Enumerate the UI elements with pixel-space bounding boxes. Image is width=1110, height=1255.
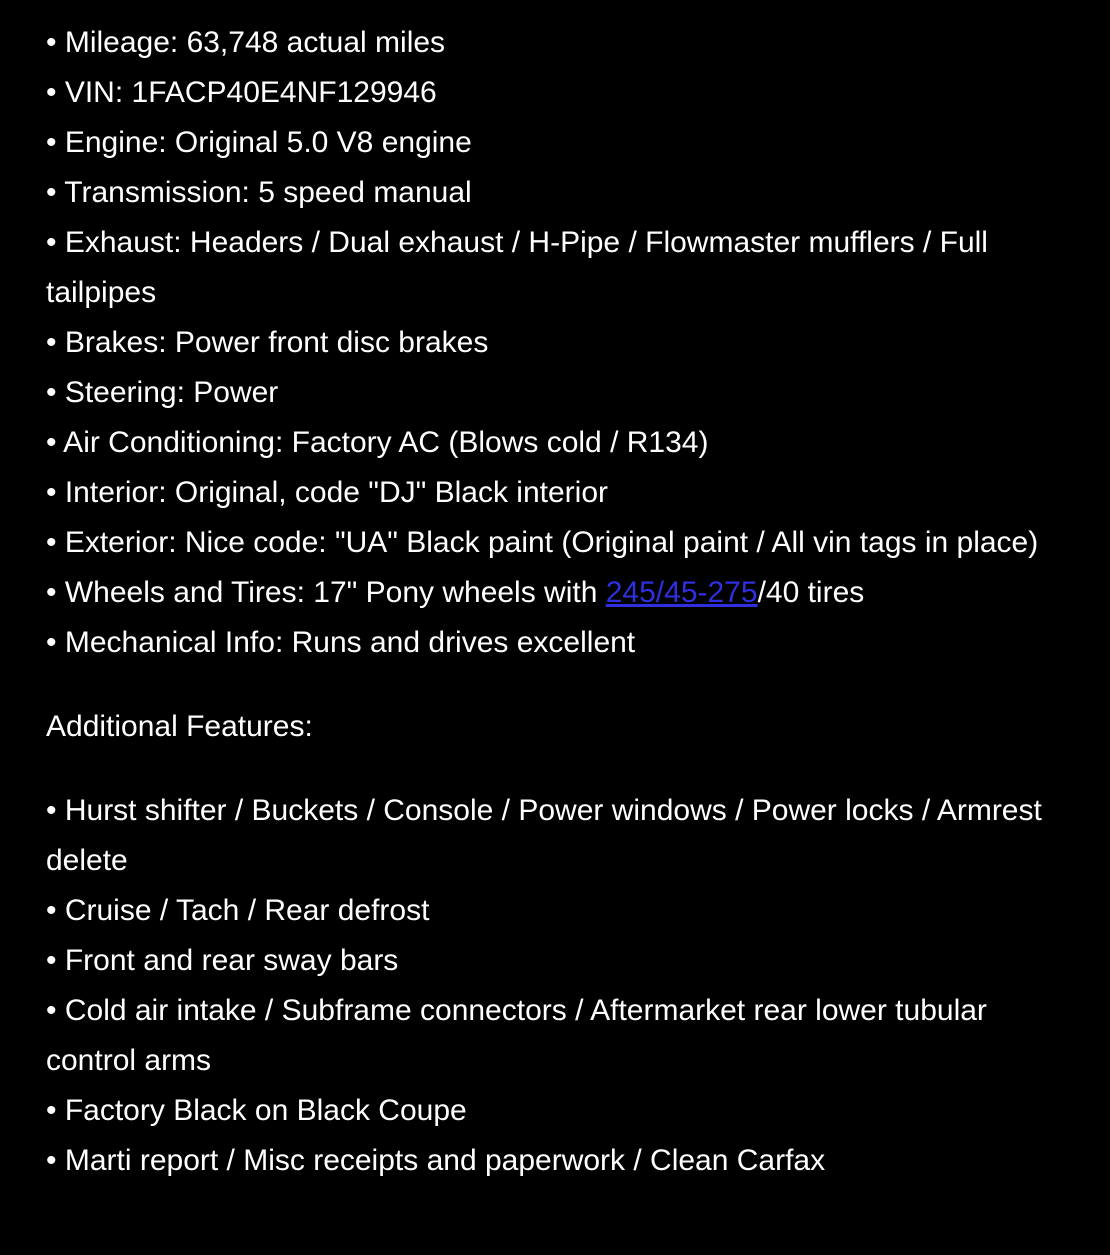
- spec-list: [46, 18, 1076, 668]
- spec-item-mechanical: • Mechanical Info: Runs and drives excellent: [46, 626, 636, 659]
- spec-item-exterior: • Exterior: Nice code: "UA" Black paint (Original paint / All vin tags in place): [46, 526, 1039, 559]
- feature-item: • Hurst shifter / Buckets / Console / Power windows / Power locks / Armrest delete: [46, 794, 1042, 877]
- feature-item: • Front and rear sway bars: [46, 944, 399, 977]
- spec-item-brakes: • Brakes: Power front disc brakes: [46, 326, 489, 359]
- spec-item-air-conditioning: • Air Conditioning: Factory AC (Blows cold / R134): [46, 426, 709, 459]
- wheels-text-suffix: /40 tires: [757, 576, 865, 609]
- feature-item: • Factory Black on Black Coupe: [46, 1094, 467, 1127]
- spec-item-transmission: • Transmission: 5 speed manual: [46, 176, 472, 209]
- section-spacer: [46, 668, 1076, 702]
- tire-size-link[interactable]: 245/45-275: [605, 576, 758, 609]
- spec-item-wheels: [46, 568, 1076, 618]
- spec-item-engine: • Engine: Original 5.0 V8 engine: [46, 126, 472, 159]
- listing-description: [46, 18, 1076, 1186]
- spec-item-exhaust: • Exhaust: Headers / Dual exhaust / H-Pipe / Flowmaster mufflers / Full tailpipes: [46, 226, 988, 309]
- spec-item-mileage: • Mileage: 63,748 actual miles: [46, 26, 446, 59]
- feature-list: [46, 786, 1076, 1186]
- spec-item-vin: • VIN: 1FACP40E4NF129946: [46, 76, 437, 109]
- spec-item-steering: • Steering: Power: [46, 376, 279, 409]
- feature-item: • Cruise / Tach / Rear defrost: [46, 894, 430, 927]
- wheels-text-prefix: • Wheels and Tires: 17" Pony wheels with: [46, 576, 606, 609]
- feature-item: • Cold air intake / Subframe connectors / Aftermarket rear lower tubular control arms: [46, 994, 987, 1077]
- section-spacer: [46, 752, 1076, 786]
- additional-features-heading: Additional Features:: [46, 710, 313, 743]
- feature-item: • Marti report / Misc receipts and paperwork / Clean Carfax: [46, 1144, 826, 1177]
- spec-item-interior: • Interior: Original, code "DJ" Black interior: [46, 476, 609, 509]
